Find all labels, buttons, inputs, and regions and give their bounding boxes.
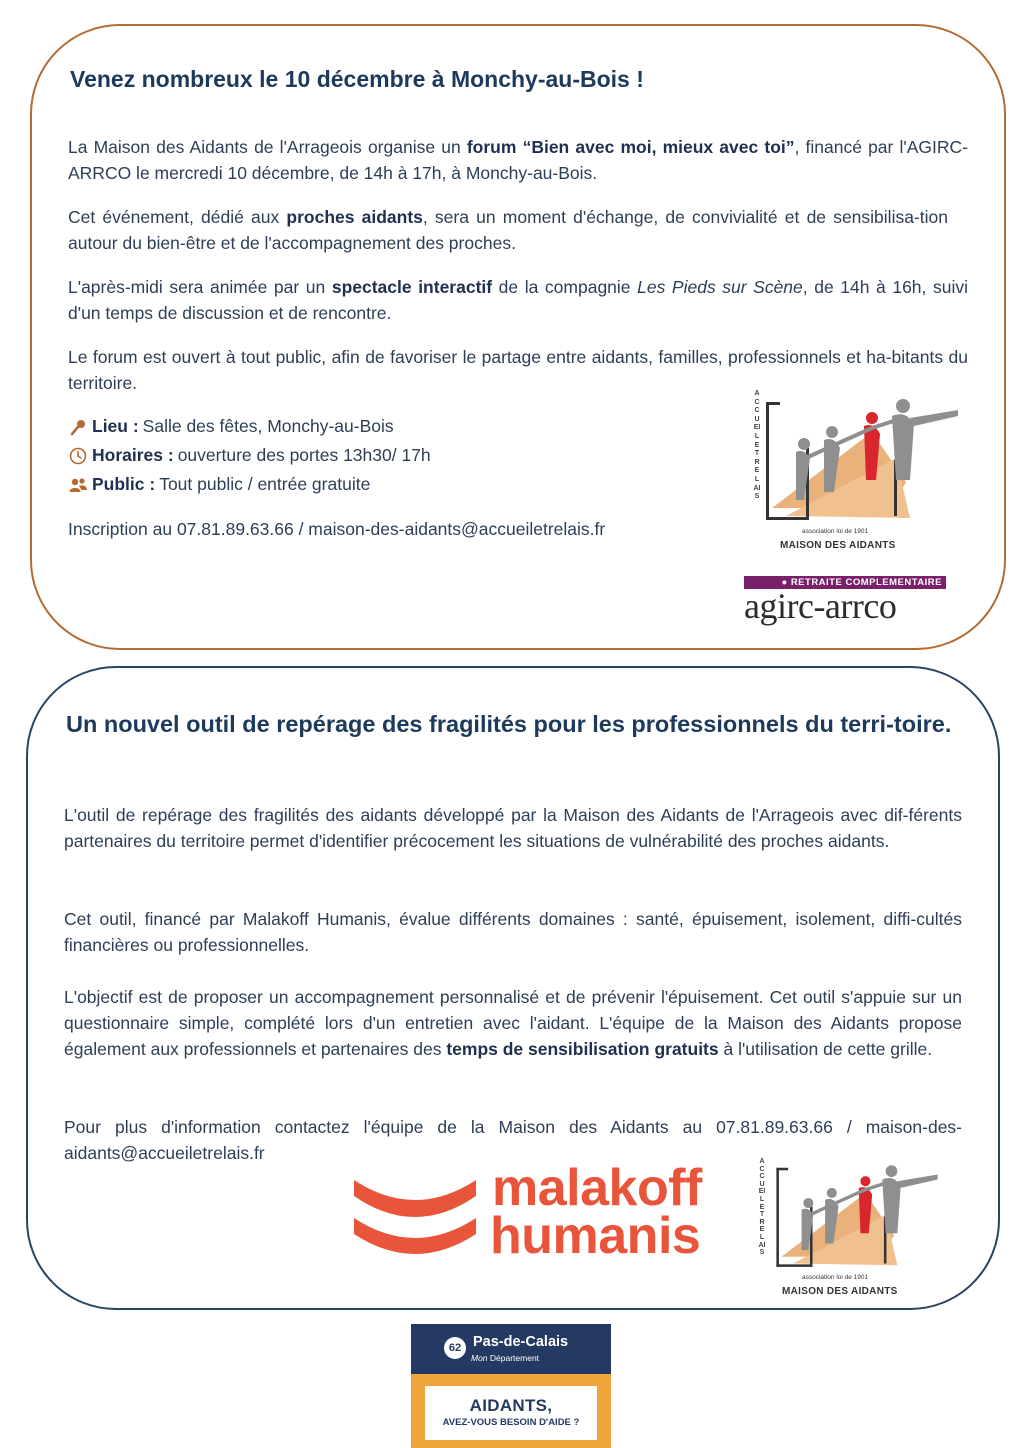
maison-des-aidants-vertical-text-2: ACCUEIL ET RELAIS — [758, 1158, 766, 1257]
event-inscription: Inscription au 07.81.89.63.66 / maison-des-aidants@accueiletrelais.fr — [68, 519, 606, 539]
fact-hours-value: ouverture des portes 13h30/ 17h — [177, 445, 431, 465]
clock-icon — [68, 446, 88, 466]
pas-de-calais-subtitle: Mon Département — [471, 1353, 540, 1363]
maison-des-aidants-assoc: association loi de 1901 — [802, 528, 869, 535]
tool-title: Un nouvel outil de repérage des fragilités pour les professionnels du terri-toire. — [66, 711, 952, 737]
malakoff-word: malakoff — [492, 1159, 702, 1217]
malakoff-humanis-emblem — [350, 1166, 480, 1266]
pas-de-calais-badge: 62 — [444, 1337, 466, 1359]
tool-paragraph-4: Pour plus d'information contactez l'équipe de la Maison des Aidants au 07.81.89.63.66 / maison-des-aidants@accueiletrelais.fr — [64, 1117, 962, 1163]
aidants-box — [425, 1386, 597, 1440]
maison-des-aidants-vertical-text: ACCUEIL ET RELAIS — [753, 390, 761, 501]
pas-de-calais-banner — [411, 1324, 611, 1448]
maison-des-aidants-assoc-2: association loi de 1901 — [802, 1274, 869, 1281]
maison-des-aidants-name-2: MAISON DES AIDANTS — [782, 1286, 898, 1297]
pas-de-calais-header — [411, 1324, 611, 1374]
fact-hours-label: Horaires : — [92, 445, 174, 465]
fact-audience — [68, 470, 431, 499]
event-paragraph-3: L'après-midi sera animée par un spectacle interactif de la compagnie Les Pieds sur Scène, de 14h à 16h, suivi d'un temps de discussion et de rencontre. — [68, 277, 968, 323]
fact-audience-label: Public : — [92, 474, 156, 494]
fact-audience-value: Tout public / entrée gratuite — [159, 474, 371, 494]
tool-paragraph-1: L'outil de repérage des fragilités des aidants développé par la Maison des Aidants de l'Arrageois avec dif-férents partenaires du territoire permet d'identifier précocement les situations de vulnérabilité des proches aidants. — [64, 805, 962, 851]
humanis-word: humanis — [490, 1207, 701, 1265]
fact-location-value: Salle des fêtes, Monchy-au-Bois — [142, 416, 394, 436]
tool-card — [26, 666, 1000, 1310]
maison-des-aidants-logo — [746, 388, 966, 556]
event-paragraph-4: Le forum est ouvert à tout public, afin de favoriser le partage entre aidants, familles, professionnels et ha-bitants du territoire. — [68, 347, 968, 393]
people-icon — [68, 475, 88, 495]
location-pin-icon — [68, 417, 88, 437]
event-paragraph-2: Cet événement, dédié aux proches aidants, sera un moment d'échange, de convivialité et de sensibilisa-tion autour du bien-être et de l'accompagnement des proches. — [68, 207, 948, 253]
agirc-arrco-tagline: ● RETRAITE COMPLEMENTAIRE — [744, 576, 946, 589]
tool-paragraph-3: L'objectif est de proposer un accompagnement personnalisé et de prévenir l'épuisement. Cet outil s'appuie sur un questionnaire simple, complété lors d'un entretien avec l'aidant. L'équipe de la Maison des Aidants propose également aux professionnels et partenaires des temps de sensibilisation gratuits à l'utilisation de cette grille. — [64, 987, 962, 1059]
agirc-arrco-name: agirc-arrco — [744, 586, 897, 626]
pas-de-calais-footer — [411, 1374, 611, 1448]
fact-location-label: Lieu : — [92, 416, 139, 436]
fact-hours — [68, 441, 431, 470]
event-title: Venez nombreux le 10 décembre à Monchy-au-Bois ! — [70, 66, 644, 92]
pas-de-calais-name: Pas-de-Calais — [473, 1334, 569, 1350]
fact-location — [68, 412, 431, 441]
event-facts — [68, 412, 431, 499]
event-card — [30, 24, 1006, 650]
aidants-title: AIDANTS, — [469, 1396, 553, 1415]
maison-des-aidants-name: MAISON DES AIDANTS — [780, 540, 896, 551]
event-paragraph-1: La Maison des Aidants de l'Arrageois organise un forum “Bien avec moi, mieux avec toi”, financé par l'AGIRC-ARRCO le mercredi 10 décembre, de 14h à 17h, à Monchy-au-Bois. — [68, 137, 968, 183]
aidants-question: AVEZ-VOUS BESOIN D'AIDE ? — [442, 1417, 580, 1428]
agirc-arrco-logo — [744, 576, 946, 624]
maison-des-aidants-emblem-2 — [752, 1156, 952, 1282]
malakoff-humanis-logo — [350, 1160, 770, 1270]
maison-des-aidants-emblem — [746, 388, 966, 538]
tool-paragraph-2: Cet outil, financé par Malakoff Humanis, évalue différents domaines : santé, épuisement, isolement, diffi-cultés financières ou professionnelles. — [64, 909, 962, 955]
maison-des-aidants-logo-2 — [752, 1156, 972, 1304]
